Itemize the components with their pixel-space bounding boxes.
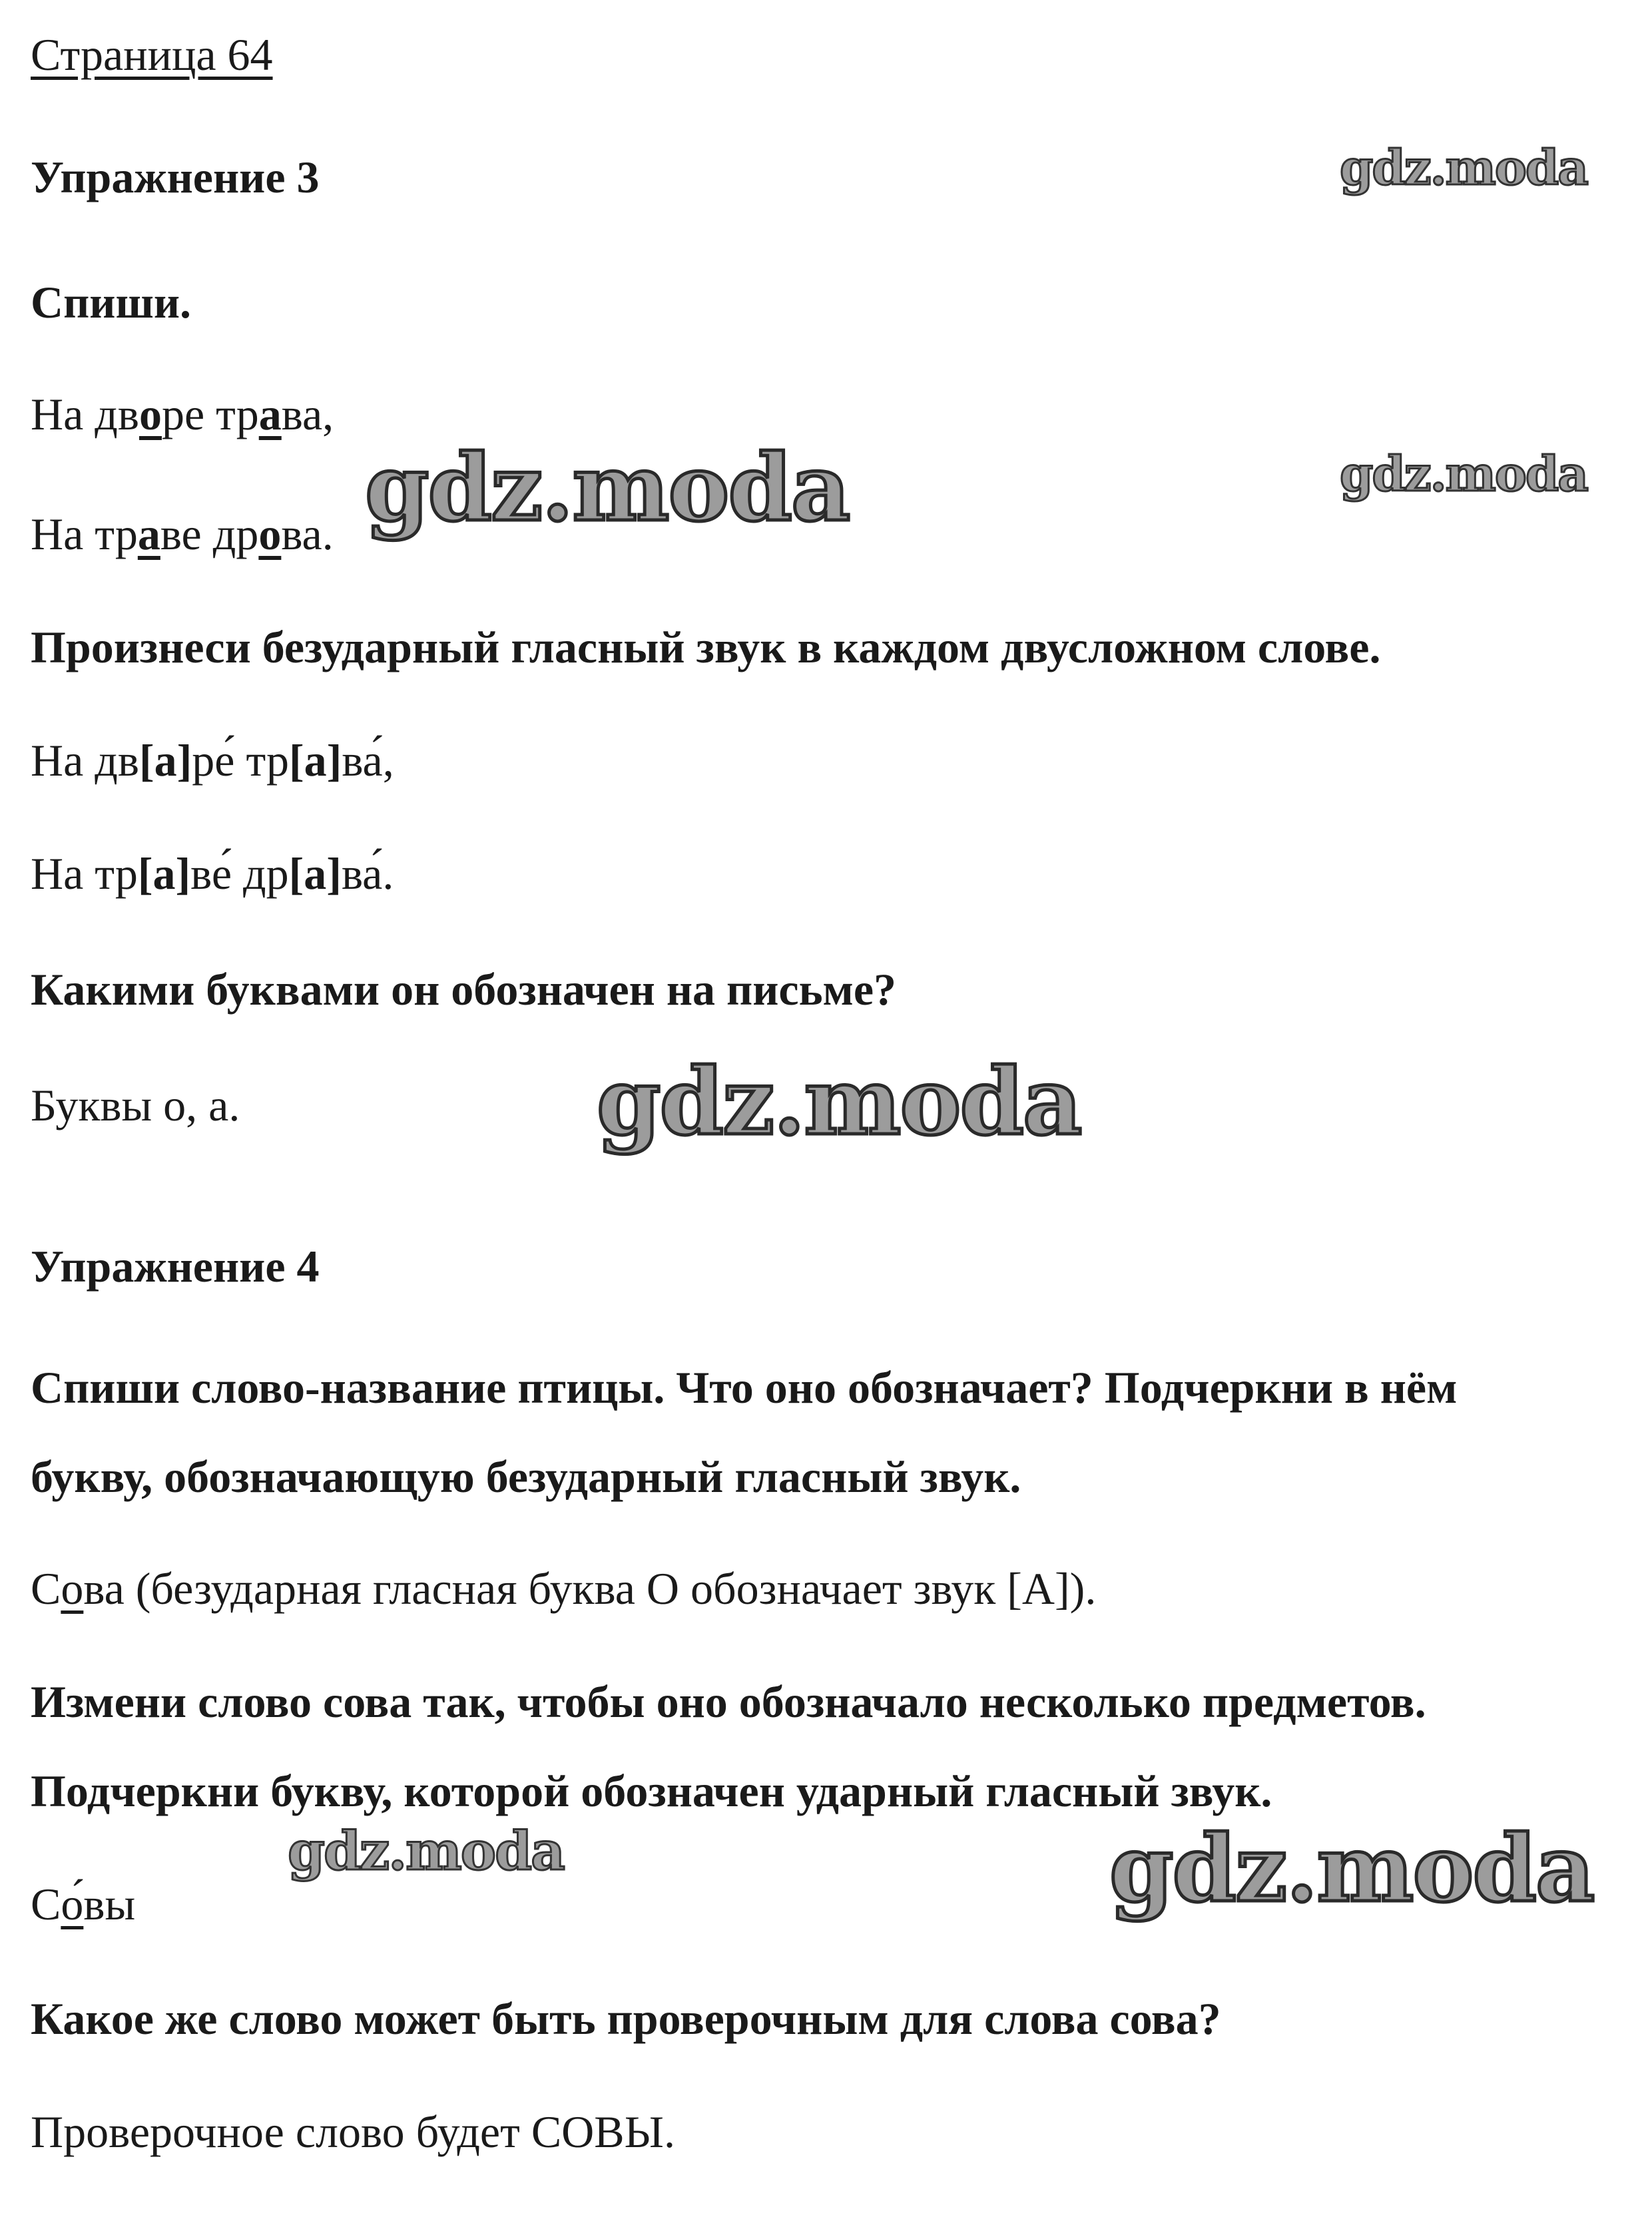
sound-bracket: [а] [139,735,192,786]
text-segment: ва, [281,389,334,439]
underlined-vowel: о [258,509,282,559]
underlined-vowel: а [258,389,282,439]
text-segment: ве́ др [190,848,289,899]
exercise-4-answer-owl [31,1563,1097,1614]
text-segment: ре тр [162,389,259,439]
exercise-4-answer-plural [31,1881,135,1927]
page-label: Страница 64 [31,29,273,80]
exercise-4-answer-check-word: Проверочное слово будет СОВЫ. [31,2106,675,2157]
exercise-4-title: Упражнение 4 [31,1241,320,1292]
sound-bracket: [а] [289,735,342,786]
text-segment: ве др [160,509,259,559]
text-segment: ва (безударная гласная буква О обозначает звук [А]). [83,1563,1097,1614]
underlined-vowel: о́ [61,1879,84,1929]
sound-bracket: [а] [288,848,342,899]
text-segment: На дв [31,389,139,439]
exercise-3-task-pronounce: Произнеси безударный гласный звук в каждом двусложном слове. [31,622,1381,672]
text-segment: На тр [31,509,138,559]
watermark-logo: gdz.moda [1340,139,1587,196]
exercise-4-task-copy-line-1: Спиши слово-название птицы. Что оно обозначает? Подчеркни в нём [31,1362,1458,1413]
exercise-4-task-plural-line-2: Подчеркни букву, которой обозначен ударный гласный звук. [31,1766,1272,1816]
text-segment: На дв [31,735,139,786]
watermark-logo: gdz.moda [597,1047,1081,1156]
exercise-4-task-check-word: Какое же слово может быть проверочным для слова сова? [31,1993,1221,2044]
sound-bracket: [а] [137,848,191,899]
underlined-vowel: а [137,509,160,559]
watermark-logo: gdz.moda [365,433,850,542]
text-segment: ва. [281,509,334,559]
watermark-logo: gdz.moda [288,1820,564,1882]
exercise-3-task-copy: Спиши. [31,277,192,328]
exercise-3-task-letters: Какими буквами он обозначен на письме? [31,964,897,1015]
text-segment: вы [83,1879,136,1929]
exercise-3-answer-letters: Буквы о, а. [31,1080,240,1130]
exercise-3-line-2 [31,511,334,557]
underlined-vowel: о [61,1563,84,1614]
text-segment: На тр [31,848,138,899]
text-segment: С [31,1563,61,1614]
exercise-3-title: Упражнение 3 [31,152,320,202]
exercise-3-line-3 [31,735,394,786]
exercise-4-task-copy-line-2: букву, обозначающую безударный гласный звук. [31,1451,1021,1502]
text-segment: ва́. [341,848,394,899]
exercise-3-line-1 [31,391,334,437]
text-segment: ва́, [342,735,394,786]
watermark-logo: gdz.moda [1340,445,1587,502]
exercise-3-line-4 [31,848,394,899]
watermark-logo: gdz.moda [1109,1814,1594,1923]
text-segment: ре́ тр [192,735,290,786]
exercise-4-task-plural-line-1: Измени слово сова так, чтобы оно обозначало несколько предметов. [31,1676,1426,1727]
underlined-vowel: о [139,389,162,439]
text-segment: С [31,1879,61,1929]
